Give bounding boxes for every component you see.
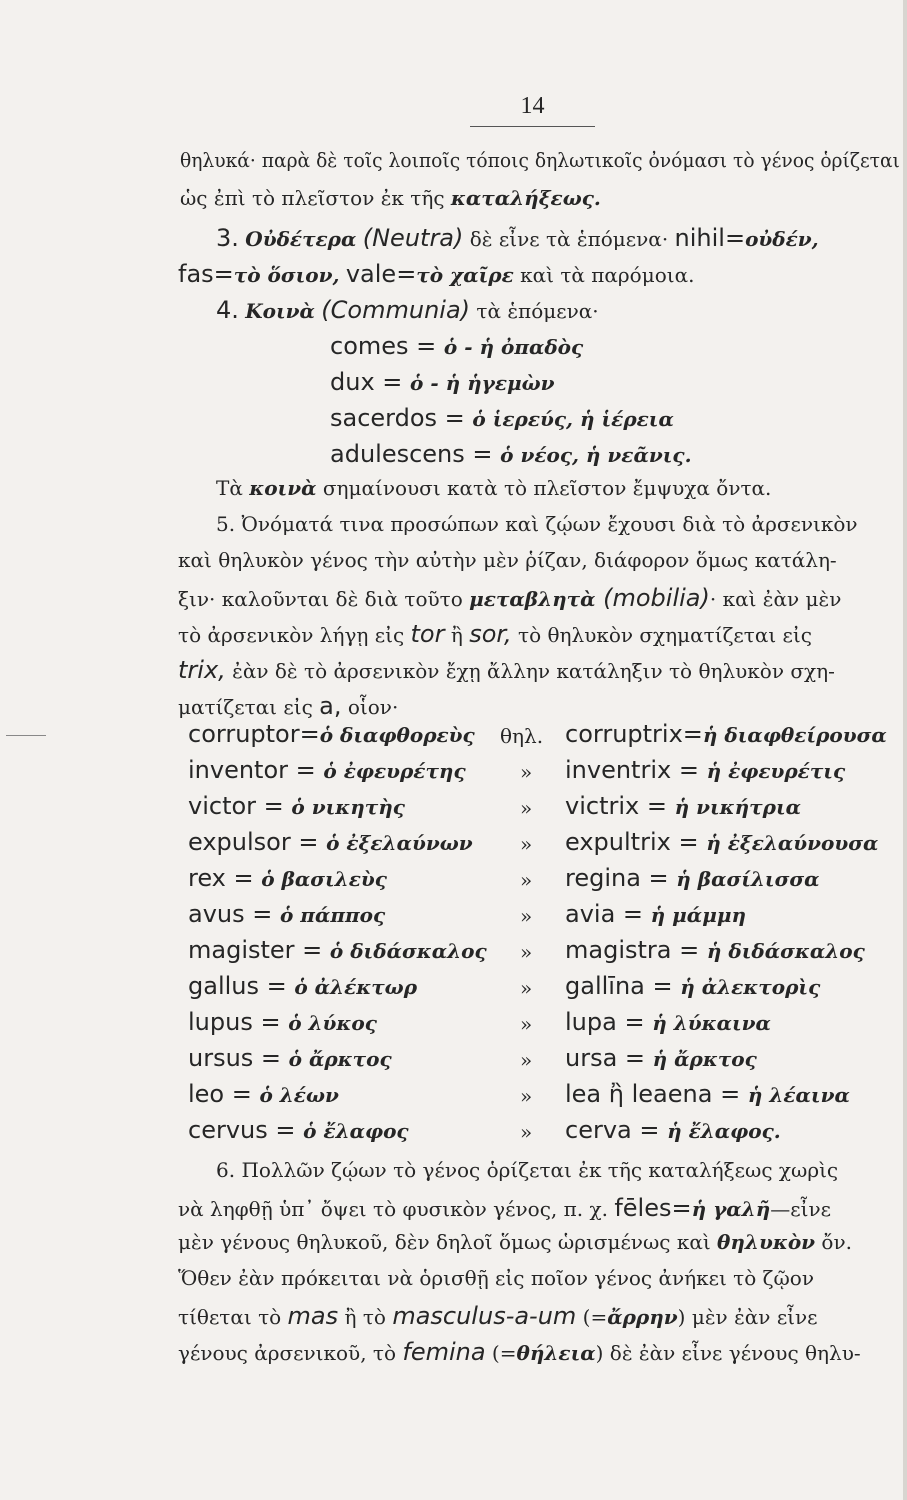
section-6-line-5: τίθεται τὸ mas ἢ τὸ masculus-a-um (=ἄρρην) μὲν ἐὰν εἶνε xyxy=(178,1302,818,1330)
communia-item: sacerdos = ὁ ἱερεύς, ἡ ἱέρεια xyxy=(330,404,674,432)
pair-row: leo = ὁ λέων » lea ἢ leaena = ἡ λέαινα xyxy=(188,1080,850,1108)
pair-row: corruptor=ὁ διαφθορεὺς θηλ. corruptrix=ἡ διαφθείρουσα xyxy=(188,720,887,748)
pair-row: magister = ὁ διδάσκαλος » magistra = ἡ διδάσκαλος xyxy=(188,936,865,964)
section-6-line-1: 6. Πολλῶν ζῴων τὸ γένος ὁρίζεται ἐκ τῆς καταλήξεως χωρὶς xyxy=(216,1158,839,1182)
communia-item: comes = ὁ - ἡ ὀπαδὸς xyxy=(330,332,584,360)
pair-row: expulsor = ὁ ἐξελαύνων » expultrix = ἡ ἐξελαύνουσα xyxy=(188,828,879,856)
section-5-line-5: trix, ἐὰν δὲ τὸ ἀρσενικὸν ἔχῃ ἄλλην κατάληξιν τὸ θηλυκὸν σχη- xyxy=(178,656,835,684)
pair-row: cervus = ὁ ἔλαφος » cerva = ἡ ἔλαφος. xyxy=(188,1116,781,1144)
section-5-line-1: 5. Ὀνόματά τινα προσώπων καὶ ζῴων ἔχουσι διὰ τὸ ἀρσενικὸν xyxy=(216,512,858,536)
section-4-heading: 4. Κοινὰ (Communia) τὰ ἑπόμενα· xyxy=(216,296,599,324)
pair-row: gallus = ὁ ἀλέκτωρ » gallīna = ἡ ἀλεκτορὶς xyxy=(188,972,821,1000)
page-number: 14 xyxy=(470,93,595,127)
intro-line-2: ὡς ἐπὶ τὸ πλεῖστον ἐκ τῆς καταλήξεως. xyxy=(180,186,601,210)
section-6-line-2: νὰ ληφθῇ ὑπ᾽ ὄψει τὸ φυσικὸν γένος, π. χ. fēles=ἡ γαλῆ—εἶνε xyxy=(178,1194,831,1222)
section-6-line-4: Ὅθεν ἐὰν πρόκειται νὰ ὁρισθῇ εἰς ποῖον γένος ἀνήκει τὸ ζῷον xyxy=(178,1266,814,1290)
section-5-line-2: καὶ θηλυκὸν γένος τὴν αὐτὴν μὲν ῥίζαν, διάφορον ὅμως κατάλη- xyxy=(178,548,837,572)
section-5-line-4: τὸ ἀρσενικὸν λήγῃ εἰς tor ἢ sor, τὸ θηλυκὸν σχηματίζεται εἰς xyxy=(178,620,812,648)
pair-row: rex = ὁ βασιλεὺς » regina = ἡ βασίλισσα xyxy=(188,864,820,892)
section-6-line-6: γένους ἀρσενικοῦ, τὸ femina (=θήλεια) δὲ ἐὰν εἶνε γένους θηλυ- xyxy=(178,1338,861,1366)
communia-item: dux = ὁ - ἡ ἡγεμὼν xyxy=(330,368,555,396)
section-5-line-6: ματίζεται εἰς a, οἷον· xyxy=(178,692,399,720)
pair-row: ursus = ὁ ἄρκτος » ursa = ἡ ἄρκτος xyxy=(188,1044,757,1072)
section-3-line-1: 3. Οὐδέτερα (Neutra) δὲ εἶνε τὰ ἑπόμενα· nihil=οὐδέν, xyxy=(216,224,819,252)
communia-item: adulescens = ὁ νέος, ἡ νεᾶνις. xyxy=(330,440,692,468)
pair-row: inventor = ὁ ἐφευρέτης » inventrix = ἡ ἐφευρέτις xyxy=(188,756,846,784)
section-3-line-2: fas=τὸ ὅσιον, vale=τὸ χαῖρε καὶ τὰ παρόμοια. xyxy=(178,260,695,288)
intro-line-1: θηλυκά· παρὰ δὲ τοῖς λοιποῖς τόποις δηλωτικοῖς ὀνόμασι τὸ γένος ὁρίζεται xyxy=(180,148,900,172)
communia-note: Τὰ κοινὰ σημαίνουσι κατὰ τὸ πλεῖστον ἔμψυχα ὄντα. xyxy=(216,476,772,500)
pair-row: victor = ὁ νικητὴς » victrix = ἡ νικήτρια xyxy=(188,792,802,820)
section-5-line-3: ξιν· καλοῦνται δὲ διὰ τοῦτο μεταβλητὰ (mobilia)· καὶ ἐὰν μὲν xyxy=(178,584,842,612)
pair-row: avus = ὁ πάππος » avia = ἡ μάμμη xyxy=(188,900,747,928)
section-6-line-3: μὲν γένους θηλυκοῦ, δὲν δηλοῖ ὅμως ὡρισμένως καὶ θηλυκὸν ὄν. xyxy=(178,1230,852,1254)
pair-row: lupus = ὁ λύκος » lupa = ἡ λύκαινα xyxy=(188,1008,771,1036)
